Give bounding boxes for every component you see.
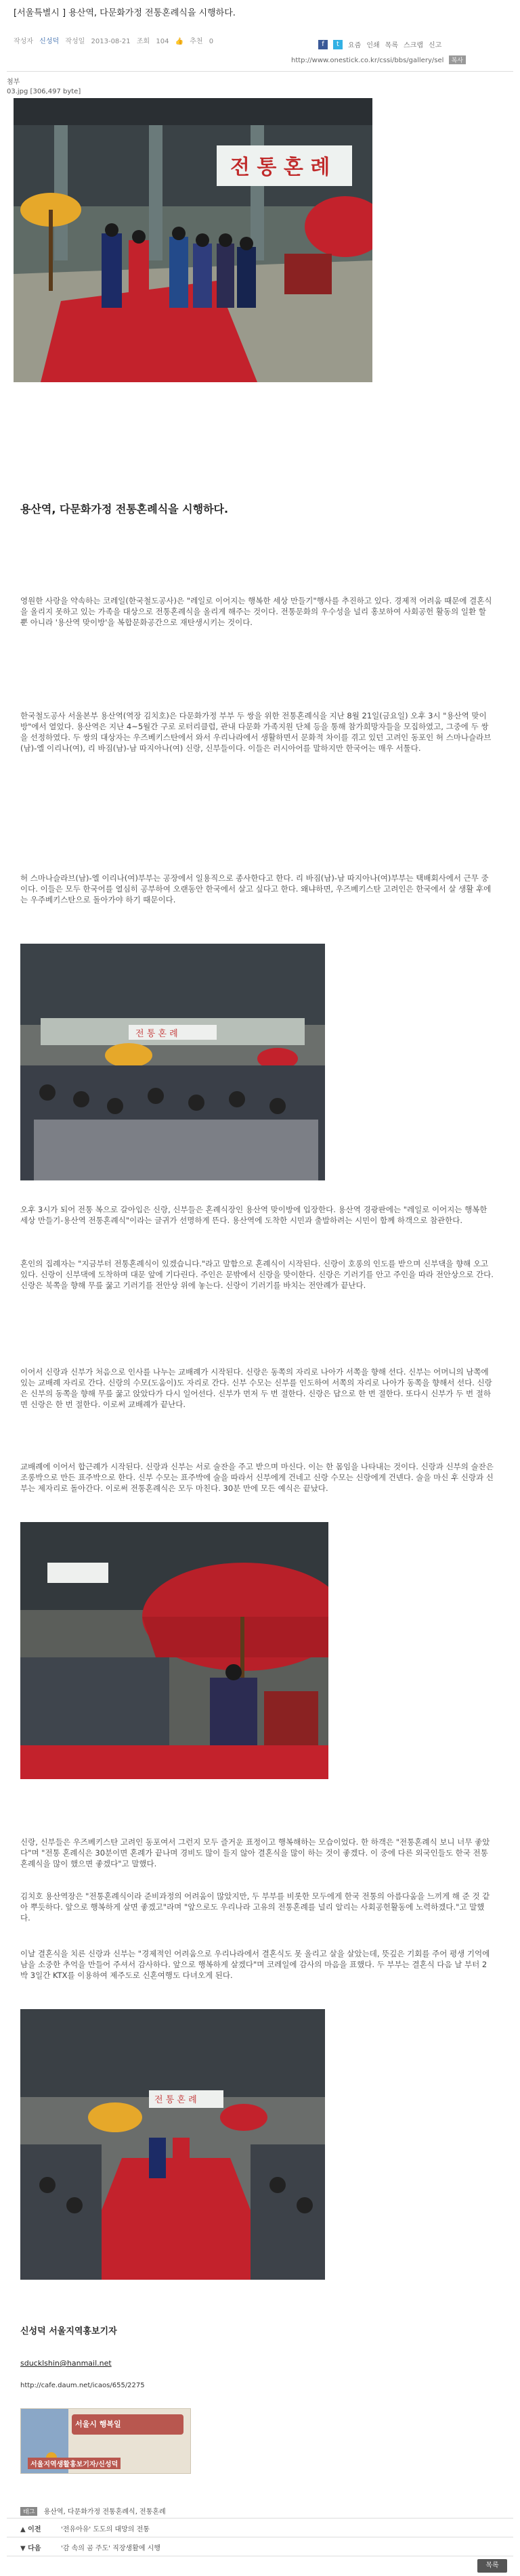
writer-name[interactable]: 신성덕 (39, 38, 60, 45)
photo-red-carpet (20, 2009, 325, 2280)
author-name: 신성덕 서울지역홍보기자 (20, 2326, 117, 2337)
reporter-banner (20, 2408, 191, 2474)
tag-label: 태그 (20, 2507, 37, 2516)
print-button[interactable]: 인쇄 (366, 42, 380, 49)
paragraph-couples: 허 스마나슬라브(남)-엘 이리나(여)부부는 공장에서 일용직으로 종사한다고 한다. 리 바짐(남)-남 따지아나(여)부부는 택배회사에서 근무 중이다. 이들은 모두 한국어를 열심히 공부하여 오랜동안 한국에서 살고 싶다고 한다. 왜냐하면, 우즈베키스탄 고려인은 한국에서 살 생활 후에는 우주베키스탄으로 돌아가야 하기 때문이다. (20, 873, 492, 904)
tag-values[interactable]: 용산역, 다문화가정 전통혼례식, 전통혼례 (43, 2508, 166, 2516)
next-post-row[interactable] (20, 2538, 513, 2556)
url-text: http://www.onestick.co.kr/cssi/bbs/gallery/sel (291, 57, 444, 64)
tag-list (20, 2506, 166, 2516)
svg-text:전 통 혼 례: 전 통 혼 례 (135, 1029, 178, 1039)
svg-text:전 통 혼 례: 전 통 혼 례 (154, 2095, 197, 2105)
next-post-label: ▼ 다음 (20, 2544, 41, 2552)
post-url (291, 55, 466, 64)
share-bar (318, 39, 441, 49)
attachment-file-link[interactable]: 03.jpg [306,497 byte] (7, 88, 81, 95)
paragraph-venue: 한국철도공사 서울본부 용산역(역장 김치호)은 다문화가정 부부 두 쌍을 위한 전통혼례식을 지난 8월 21일(금요일) 오후 3시 "용산역 맞이방"에서 열었다. 용산역은 지난 4~5월간 구로 로터리클럽, 관내 다문화 가족지원 단체 등을 통해 참가희망자들을 모집하였고, 그중에 두 쌍을 선정하였다. 두 쌍의 대상자는 우즈베키스탄에서 와서 우리나라에서 생활하면서 문화적 차이를 겪고 있던 고려인 동포인 허 스마나슬라브(남)-엘 이리나(여), 리 바짐(남)-남 따지아나(여) 신랑, 신부들이다. 이들은 러시아어를 말하지만 한국어는 매우 서툴다. (20, 711, 492, 753)
next-post-link[interactable]: '감 속의 곰 주도' 직장생활에 시행 (61, 2544, 160, 2552)
paragraph-guest: 신랑, 신부들은 우즈베키스탄 고려인 동포여서 그런지 모두 즐거운 표정이고 행복해하는 모습이었다. 한 하객은 "전통혼례식 보니 너무 좋았다"며 "전통 혼례식은 30분이면 혼례가 끝나며 경비도 많이 들지 않아 결혼식을 많이 하는 것이 좋겠다. 이 중에 다른 외국인들도 한국 전통혼례식을 많이 했으면 좋겠다"고 말했다. (20, 1837, 490, 1868)
paragraph-couple-quote: 이날 결혼식을 치른 신랑과 신부는 "경제적인 어려움으로 우리나라에서 결혼식도 못 올리고 살을 살았는데, 뜻깊은 기회를 주어 평생 기억에 남을 소중한 추억을 만들어 주셔서 감사하다. 앞으로 행복하게 살겠다"며 코레일에 감사의 마음을 표했다. 두 부부는 결혼식 다음 날 부터 2박 3일간 KTX를 이용하여 제주도로 신혼여행도 다녀오게 된다. (20, 1949, 490, 1980)
attachment-label: 첨부 (7, 78, 20, 86)
photo-ceremony-hall (14, 98, 372, 382)
recommend-count: 0 (209, 38, 214, 45)
paragraph-hapgeunrye: 교배례에 이어서 합근례가 시작된다. 신랑과 신부는 서로 술잔을 주고 받으며 마신다. 이는 한 몸임을 나타내는 것이다. 신랑과 신부의 술잔은 조롱박으로 만든 표주박으로 한다. 신부 수모는 표주박에 술을 따라서 신부에게 건네고 신랑 수모는 신랑에게 건넨다. 술을 마신 후 신랑과 신부는 제자리로 돌아간다. 이로써 전통혼례식은 모두 마친다. 30분 만에 모든 예식은 끝났다. (20, 1462, 494, 1493)
share-me2day[interactable]: 요즘 (348, 42, 362, 49)
writer-label: 작성자 (14, 38, 33, 45)
facebook-icon[interactable]: f (318, 40, 328, 49)
scrap-button[interactable]: 스크랩 (403, 42, 423, 49)
author-blog-link[interactable]: http://cafe.daum.net/icaos/655/2275 (20, 2382, 145, 2389)
svg-text:전 통 혼 례: 전 통 혼 례 (230, 156, 330, 179)
copy-url-button[interactable]: 복사 (449, 55, 466, 64)
paragraph-entrance: 오후 3시가 되어 전통 복으로 갈아입은 신랑, 신부들은 혼례식장인 용산역 맞이방에 입장한다. 용산역 경광판에는 "레일로 이어지는 행복한세상 만들기-용산역 전통혼례식"이라는 글귀가 선명하게 뜬다. 용산역에 도착한 시민과 출발하려는 시민이 함께 하객으로 참관한다. (20, 1205, 488, 1225)
views-label: 조회 (136, 38, 150, 45)
date-label: 작성일 (65, 38, 85, 45)
attachment (7, 78, 81, 97)
recommend-label: 추천 (190, 38, 203, 45)
banner-caption: 서울지역생활홍보기자/신성덕 (28, 2458, 121, 2469)
post-title: [서울특별시 ] 용산역, 다문화가정 전통혼례식을 시행하다. (14, 8, 236, 18)
divider (7, 71, 513, 72)
list-link[interactable]: 목록 (385, 42, 398, 49)
photo-umbrella-ceremony (20, 1522, 328, 1779)
article-heading: 용산역, 다문화가정 전통혼례식을 시행하다. (20, 503, 229, 515)
thumbs-up-icon[interactable]: 👍 (175, 38, 184, 45)
paragraph-stationmaster: 김치호 용산역장은 "전통혼례식이라 준비과정의 어려움이 많았지만, 두 부부를 비롯한 모두에게 한국 전통의 아름다움을 느끼게 해 준 것 같아 뿌듯하다. 앞으로 행복하게 살면 좋겠고"라며 "앞으로도 우리나라 고유의 전통혼례를 널리 알리는 사회공헌활동에 노력하겠다."고 말했다. (20, 1891, 490, 1923)
views-count: 104 (156, 38, 169, 45)
list-button[interactable]: 목록 (477, 2559, 507, 2573)
paragraph-intro: 영원한 사랑을 약속하는 코레일(한국철도공사)은 "레일로 이어지는 행복한 세상 만들기"행사를 추진하고 있다. 경제적 어려움 때문에 결혼식을 올리지 못하고 있는 가족을 대상으로 전통혼례식을 올리게 해주는 것이다. 전통문화의 우수성을 널리 홍보하여 사회공헌 활동의 일환 할 뿐 아니라 '용산역 맞이방'을 복합문화공간으로 재탄생시키는 것이다. (20, 596, 492, 627)
post-date: 2013-08-21 (91, 38, 131, 45)
prev-post-row[interactable] (20, 2519, 513, 2537)
paragraph-gyobaerye: 이어서 신랑과 신부가 처음으로 인사를 나누는 교배례가 시작된다. 신랑은 동쪽의 자리로 나아가 서쪽을 향해 선다. 신부는 어머니의 남쪽에 있는 교배례 자리로 간다. 신랑의 수모(도움이)도 자리로 간다. 신부 수모는 신부를 인도하여 서쪽의 자리로 나아가 동쪽을 향해서 선다. 신랑은 신부의 동쪽을 향해 무릎 꿇고 앉았다가 다시 일어선다. 신부가 먼저 두 번 절한다. 신랑은 답으로 한 번 절한다. 또다시 신부가 두 번 절하면 신랑은 한 번 절한다. 이로써 교배례가 끝난다. (20, 1367, 492, 1409)
prev-post-label: ▲ 이전 (20, 2525, 41, 2533)
photo-audience (20, 944, 325, 1180)
twitter-icon[interactable]: t (333, 40, 343, 49)
prev-post-link[interactable]: '전유아유' 도도의 대망의 전통 (61, 2525, 150, 2533)
paragraph-jeonanrye: 혼인의 집례자는 "지금부터 전통혼례식이 있겠습니다."라고 말함으로 혼례식이 시작된다. 신랑이 호롱의 인도를 받으며 신부댁을 향해 오고 있다. 신랑이 신부댁에 도착하며 대문 앞에 기다린다. 주인은 문밖에서 신랑을 맞이한다. 신랑은 기러기를 안고 주인을 따라 전안상으로 간다. 신랑은 북쪽을 향해 무릎 꿇고 기러기를 전안상 위에 놓는다. 신랑이 기러기를 바치는 전안례가 끝난다. (20, 1259, 494, 1290)
banner-title: 서울시 행복일 (75, 2420, 121, 2429)
report-button[interactable]: 신고 (428, 42, 442, 49)
author-email-link[interactable]: sducklshin@hanmail.net (20, 2359, 112, 2368)
